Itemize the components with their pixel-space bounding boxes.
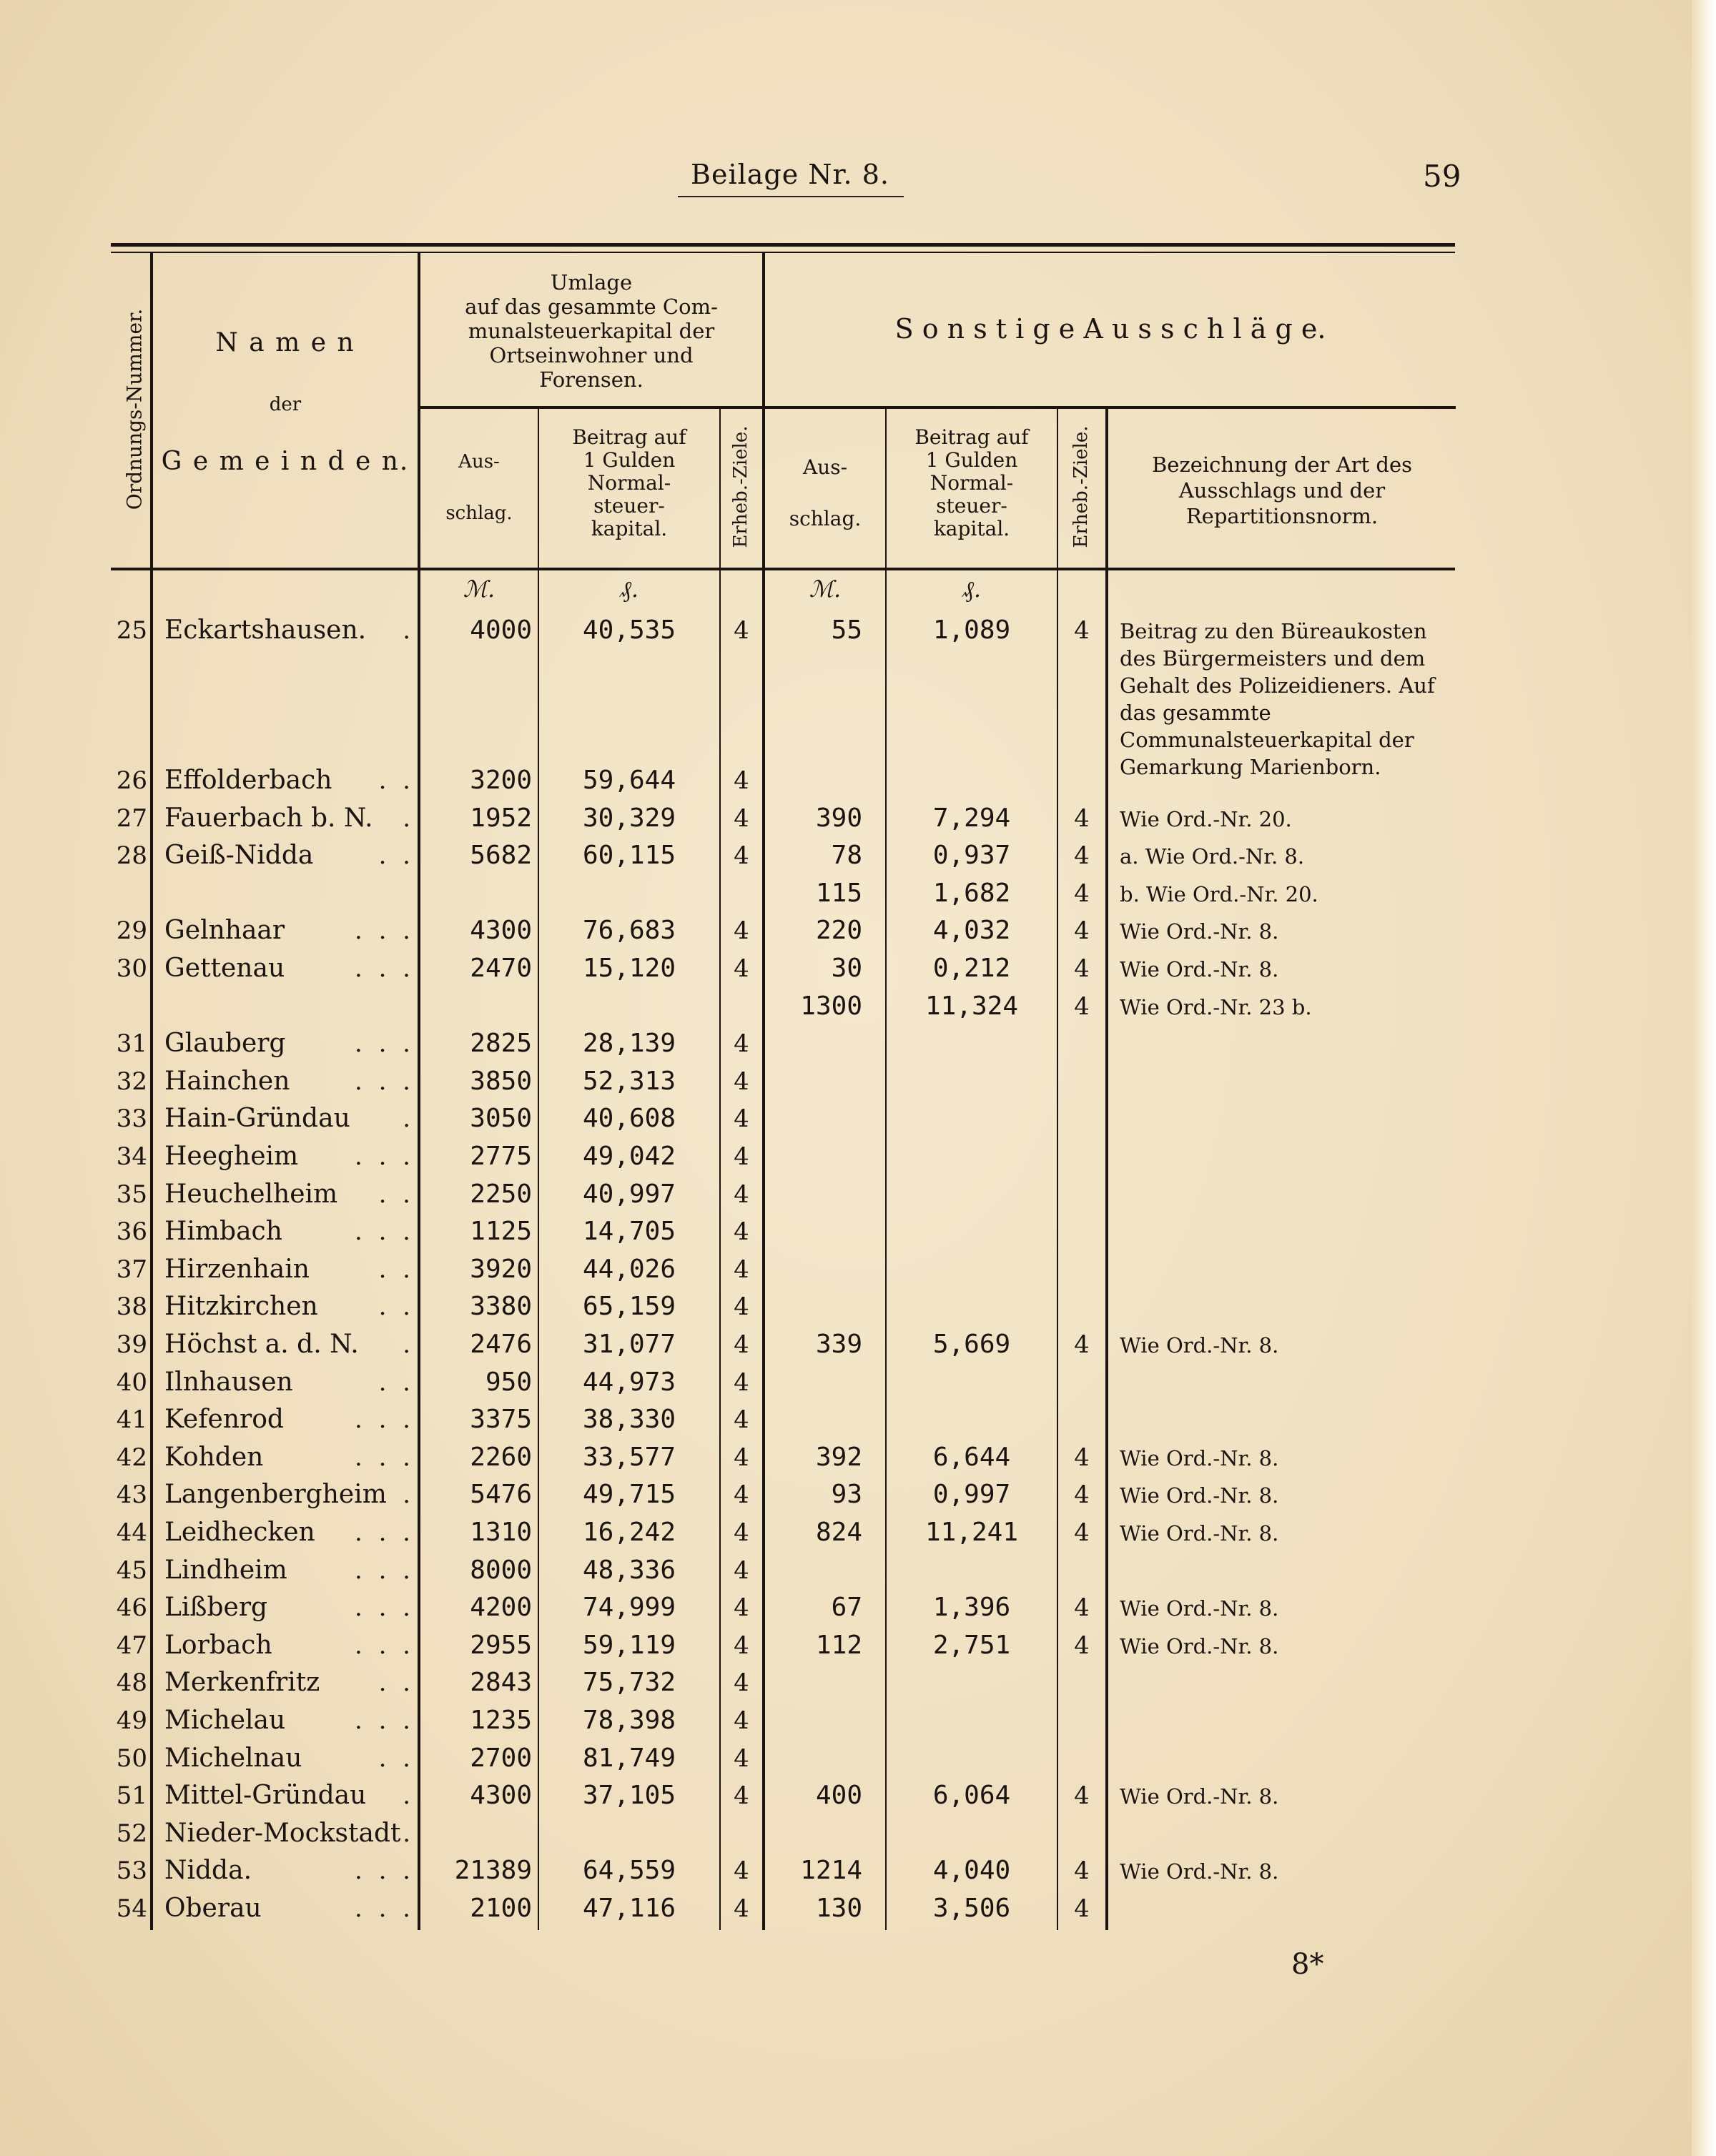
cell-name: Merkenfritz (164, 1668, 320, 1698)
cell-name: Effolderbach (164, 766, 332, 795)
cell-dots: . (403, 1104, 415, 1134)
cell-dots: . (403, 1819, 415, 1848)
cell-z1: 4 (734, 1556, 749, 1585)
cell-z2: 4 (1074, 1781, 1090, 1811)
ausschlag-header-2-line2: schlag. (789, 507, 862, 530)
cell-bei1: 31,077 (582, 1330, 676, 1359)
cell-dots: . . . (354, 1593, 415, 1623)
cell-z1: 4 (734, 1255, 749, 1284)
cell-z1: 4 (734, 1668, 749, 1698)
cell-z2: 4 (1074, 1330, 1090, 1359)
cell-name: Hainchen (164, 1066, 290, 1096)
umlage-header (420, 270, 762, 392)
cell-num: 49 (116, 1706, 147, 1735)
cell-aus2: 1300 (800, 991, 862, 1021)
cell-num: 54 (116, 1894, 147, 1923)
cell-z1: 4 (734, 1029, 749, 1059)
cell-bei1: 15,120 (582, 954, 676, 983)
beitrag-header-2-line4: steuer- (936, 494, 1007, 518)
ausschlag-header-1-line1: Aus- (458, 451, 500, 473)
cell-num: 47 (116, 1631, 147, 1660)
cell-num: 25 (116, 616, 147, 645)
cell-aus1: 1235 (470, 1706, 532, 1735)
cell-bei2: 0,937 (932, 841, 1011, 871)
cell-name: Nieder-Mockstadt (164, 1818, 401, 1848)
cell-aus2: 130 (815, 1894, 862, 1923)
cell-dots: . (403, 616, 415, 645)
page-edge (1692, 0, 1716, 2156)
cell-dots: . (403, 1330, 415, 1359)
cell-z1: 4 (734, 1142, 749, 1171)
erheb-ziele-header-2: Erheb.-Ziele. (1070, 425, 1092, 548)
cell-aus2: 392 (815, 1442, 862, 1472)
cell-aus1: 1952 (470, 803, 532, 833)
erheb-ziele-header-1: Erheb.-Ziele. (730, 425, 751, 548)
cell-bei1: 44,973 (582, 1367, 676, 1397)
cell-aus1: 2775 (470, 1142, 532, 1171)
cell-aus1: 21389 (454, 1856, 532, 1886)
umlage-header-line1: Umlage (550, 270, 633, 295)
cell-aus1: 3850 (470, 1066, 532, 1096)
cell-name: Himbach (164, 1217, 282, 1247)
cell-aus1: 4300 (470, 916, 532, 946)
cell-dots: . . (378, 1744, 415, 1773)
cell-aus2: 339 (815, 1330, 862, 1359)
cell-bez: b. Wie Ord.-Nr. 20. (1120, 881, 1318, 906)
cell-dots: . . . (354, 1029, 415, 1059)
cell-bez: a. Wie Ord.-Nr. 8. (1120, 844, 1305, 869)
cell-name: Kohden (164, 1442, 264, 1472)
ausschlag-header-2 (765, 455, 885, 532)
cell-dots: . . (378, 766, 415, 795)
cell-bei2: 1,396 (932, 1593, 1011, 1623)
cell-z2: 4 (1074, 1480, 1090, 1510)
cell-aus1: 3375 (470, 1405, 532, 1435)
cell-z1: 4 (734, 954, 749, 983)
cell-aus1: 5476 (470, 1480, 532, 1510)
cell-name: Heegheim (164, 1142, 299, 1171)
cell-bei1: 14,705 (582, 1217, 676, 1247)
cell-z1: 4 (734, 1443, 749, 1472)
cell-bez: Wie Ord.-Nr. 8. (1120, 1859, 1279, 1884)
beitrag-header-2-line3: Normal- (930, 471, 1014, 495)
top-rule-2 (111, 252, 1455, 253)
cell-aus1: 950 (485, 1367, 532, 1397)
cell-z1: 4 (734, 916, 749, 946)
cell-z1: 4 (734, 1405, 749, 1435)
cell-bei2: 6,064 (932, 1781, 1011, 1811)
cell-num: 35 (116, 1180, 147, 1209)
cell-num: 45 (116, 1556, 147, 1585)
bezeichnung-header-line3: Repartitionsnorm. (1185, 504, 1379, 528)
cell-name: Michelnau (164, 1743, 302, 1773)
cell-bei1: 52,313 (582, 1066, 676, 1096)
cell-z1: 4 (734, 1781, 749, 1811)
cell-bei1: 64,559 (582, 1856, 676, 1886)
cell-bei2: 11,241 (924, 1518, 1019, 1547)
cell-dots: . . (378, 1292, 415, 1322)
cell-z1: 4 (734, 1631, 749, 1660)
cell-name: Gelnhaar (164, 916, 285, 946)
cell-name: Lißberg (164, 1593, 268, 1623)
cell-dots: . . . (354, 1706, 415, 1735)
cell-z1: 4 (734, 1894, 749, 1923)
bezeichnung-header (1108, 452, 1456, 529)
cell-aus1: 2250 (470, 1179, 532, 1209)
cell-bei1: 28,139 (582, 1029, 676, 1059)
cell-bez: Wie Ord.-Nr. 20. (1120, 806, 1292, 831)
cell-z1: 4 (734, 1217, 749, 1247)
cell-name: Lorbach (164, 1630, 272, 1660)
cell-name: Leidhecken (164, 1518, 315, 1547)
cell-aus1: 2955 (470, 1630, 532, 1660)
cell-z1: 4 (734, 1518, 749, 1547)
cell-name: Langenbergheim (164, 1480, 387, 1510)
cell-num: 51 (116, 1781, 147, 1811)
beitrag-header-1-line5: kapital. (591, 517, 668, 540)
cell-dots: . (403, 803, 415, 833)
cell-name: Glauberg (164, 1029, 286, 1059)
page-number: 59 (1423, 159, 1461, 194)
cell-dots: . . . (354, 1405, 415, 1435)
unit-pfennig-1: ₰. (619, 575, 639, 603)
cell-dots: . . . (354, 1142, 415, 1171)
cell-bei1: 47,116 (582, 1894, 676, 1923)
cell-z1: 4 (734, 1856, 749, 1886)
cell-aus2: 30 (831, 954, 862, 983)
cell-z1: 4 (734, 1180, 749, 1209)
cell-aus1: 2260 (470, 1442, 532, 1472)
cell-name: Geiß-Nidda (164, 841, 314, 871)
unit-mark-1: ℳ. (463, 575, 495, 603)
cell-bei1: 44,026 (582, 1254, 676, 1284)
cell-dots: . . . (354, 1443, 415, 1472)
cell-dots: . (403, 1781, 415, 1811)
cell-bei1: 60,115 (582, 841, 676, 871)
cell-aus1: 8000 (470, 1555, 532, 1585)
cell-z1: 4 (734, 841, 749, 871)
cell-name: Heuchelheim (164, 1179, 338, 1209)
top-rule-1 (111, 243, 1455, 247)
ausschlag-header-2-line1: Aus- (802, 455, 848, 479)
cell-z2: 4 (1074, 616, 1090, 645)
cell-aus2: 1214 (800, 1856, 862, 1886)
cell-z2: 4 (1074, 841, 1090, 871)
cell-aus1: 3050 (470, 1104, 532, 1134)
cell-bez: Wie Ord.-Nr. 8. (1120, 1333, 1279, 1358)
bezeichnung-header-line1: Bezeichnung der Art des (1151, 453, 1412, 477)
cell-z2: 4 (1074, 1894, 1090, 1923)
cell-aus1: 4000 (470, 615, 532, 645)
cell-bei2: 1,089 (932, 615, 1011, 645)
cell-bei1: 33,577 (582, 1442, 676, 1472)
cell-bei1: 49,042 (582, 1142, 676, 1171)
cell-num: 43 (116, 1480, 147, 1510)
cell-name: Hain-Gründau (164, 1104, 350, 1134)
cell-num: 29 (116, 916, 147, 946)
cell-aus1: 2700 (470, 1743, 532, 1773)
cell-aus1: 1310 (470, 1518, 532, 1547)
cell-z1: 4 (734, 1480, 749, 1510)
cell-bei2: 11,324 (924, 991, 1019, 1021)
cell-bei1: 40,608 (582, 1104, 676, 1134)
cell-z1: 4 (734, 803, 749, 833)
page-title: Beilage Nr. 8. (691, 159, 889, 190)
cell-name: Michelau (164, 1706, 286, 1735)
beitrag-header-1-line2: 1 Gulden (583, 448, 676, 472)
cell-bez: Wie Ord.-Nr. 23 b. (1120, 994, 1312, 1019)
cell-num: 42 (116, 1443, 147, 1472)
cell-name: Hirzenhain (164, 1254, 310, 1284)
cell-bei2: 1,682 (932, 878, 1011, 908)
cell-name: Oberau (164, 1894, 262, 1923)
umlage-header-line3: munalsteuerkapital der (468, 319, 715, 343)
cell-dots: . . (378, 841, 415, 871)
cell-bei2: 3,506 (932, 1894, 1011, 1923)
cell-num: 38 (116, 1292, 147, 1322)
beitrag-header-1-line4: steuer- (593, 494, 665, 518)
cell-dots: . . (378, 1180, 415, 1209)
cell-aus1: 5682 (470, 841, 532, 871)
cell-bei1: 40,535 (582, 615, 676, 645)
cell-dots: . . . (354, 916, 415, 946)
cell-aus1: 2470 (470, 954, 532, 983)
cell-z1: 4 (734, 616, 749, 645)
cell-z2: 4 (1074, 1856, 1090, 1886)
cell-aus1: 2476 (470, 1330, 532, 1359)
cell-num: 50 (116, 1744, 147, 1773)
cell-num: 28 (116, 841, 147, 871)
cell-bei2: 4,032 (932, 916, 1011, 946)
cell-name: Eckartshausen. (164, 615, 367, 645)
cell-bei1: 78,398 (582, 1706, 676, 1735)
cell-bei1: 30,329 (582, 803, 676, 833)
cell-num: 27 (116, 803, 147, 833)
cell-dots: . (403, 1480, 415, 1510)
cell-bei2: 4,040 (932, 1856, 1011, 1886)
umlage-header-line5: Forensen. (539, 367, 644, 392)
cell-bei1: 75,732 (582, 1668, 676, 1698)
cell-bez: Wie Ord.-Nr. 8. (1120, 957, 1279, 981)
cell-aus2: 400 (815, 1781, 862, 1811)
cell-dots: . . . (354, 1894, 415, 1923)
cell-num: 34 (116, 1142, 147, 1171)
cell-dots: . . . (354, 1067, 415, 1096)
beitrag-header-1 (539, 426, 719, 540)
cell-bei1: 16,242 (582, 1518, 676, 1547)
cell-aus2: 115 (815, 878, 862, 908)
cell-name: Kefenrod (164, 1405, 284, 1435)
cell-bez: Wie Ord.-Nr. 8. (1120, 1445, 1279, 1470)
cell-z2: 4 (1074, 954, 1090, 983)
cell-aus2: 220 (815, 916, 862, 946)
cell-aus2: 390 (815, 803, 862, 833)
cell-dots: . . . (354, 1217, 415, 1247)
cell-bei1: 38,330 (582, 1405, 676, 1435)
cell-dots: . . (378, 1368, 415, 1397)
cell-aus1: 3200 (470, 766, 532, 795)
cell-dots: . . . (354, 1856, 415, 1886)
beitrag-header-2 (887, 426, 1057, 540)
cell-z1: 4 (734, 1744, 749, 1773)
cell-bei2: 6,644 (932, 1442, 1011, 1472)
cell-dots: . . . (354, 1556, 415, 1585)
cell-bez: Wie Ord.-Nr. 8. (1120, 919, 1279, 944)
cell-name: Fauerbach b. N. (164, 803, 373, 833)
title-underline (678, 196, 904, 197)
cell-name: Gettenau (164, 954, 285, 983)
beitrag-header-2-line5: kapital. (933, 517, 1010, 540)
cell-bei1: 40,997 (582, 1179, 676, 1209)
beitrag-header-1-line1: Beitrag auf (572, 425, 686, 449)
beitrag-header-2-line1: Beitrag auf (914, 425, 1029, 449)
cell-num: 31 (116, 1029, 147, 1059)
cell-num: 39 (116, 1330, 147, 1359)
cell-bei1: 49,715 (582, 1480, 676, 1510)
cell-num: 48 (116, 1668, 147, 1698)
cell-bei1: 81,749 (582, 1743, 676, 1773)
cell-z2: 4 (1074, 1593, 1090, 1623)
cell-name: Nidda. (164, 1856, 252, 1886)
cell-z1: 4 (734, 766, 749, 795)
cell-aus1: 4200 (470, 1593, 532, 1623)
cell-z1: 4 (734, 1104, 749, 1134)
cell-z2: 4 (1074, 879, 1090, 908)
cell-aus1: 2825 (470, 1029, 532, 1059)
cell-bei2: 0,212 (932, 954, 1011, 983)
cell-name: Ilnhausen (164, 1367, 293, 1397)
cell-bez: Beitrag zu den Büreaukosten des Bürgermeisters und dem Gehalt des Polizeidieners. Auf das gesammte Communalsteuerkapital der Gemarkung Marienborn. (1120, 619, 1435, 779)
cell-bez: Wie Ord.-Nr. 8. (1120, 1521, 1279, 1546)
cell-name: Mittel-Gründau (164, 1781, 367, 1811)
beitrag-header-2-line2: 1 Gulden (925, 448, 1018, 472)
cell-z2: 4 (1074, 1443, 1090, 1472)
cell-num: 52 (116, 1819, 147, 1848)
cell-bei1: 48,336 (582, 1555, 676, 1585)
signature-mark: 8* (1291, 1948, 1324, 1981)
cell-num: 40 (116, 1368, 147, 1397)
cell-bez: Wie Ord.-Nr. 8. (1120, 1633, 1279, 1658)
namen-header-line3: G e m e i n d e n. (161, 447, 410, 476)
cell-aus2: 824 (815, 1518, 862, 1547)
cell-aus1: 2843 (470, 1668, 532, 1698)
cell-num: 41 (116, 1405, 147, 1435)
ausschlag-header-1 (420, 449, 538, 526)
cell-bei1: 59,644 (582, 766, 676, 795)
unit-pfennig-2: ₰. (962, 575, 982, 603)
cell-num: 53 (116, 1856, 147, 1886)
cell-z1: 4 (734, 1368, 749, 1397)
cell-num: 36 (116, 1217, 147, 1247)
cell-num: 30 (116, 954, 147, 983)
unit-mark-2: ℳ. (809, 575, 842, 603)
cell-aus2: 93 (831, 1480, 862, 1510)
cell-bei1: 59,119 (582, 1630, 676, 1660)
cell-z1: 4 (734, 1292, 749, 1322)
cell-z1: 4 (734, 1593, 749, 1623)
cell-z2: 4 (1074, 803, 1090, 833)
ordnungs-nummer-header: Ordnungs-Nummer. (122, 308, 147, 510)
cell-num: 37 (116, 1255, 147, 1284)
cell-bez: Wie Ord.-Nr. 8. (1120, 1784, 1279, 1809)
bezeichnung-header-line2: Ausschlags und der (1178, 478, 1386, 503)
cell-bei2: 2,751 (932, 1630, 1011, 1660)
umlage-header-line2: auf das gesammte Com- (465, 295, 718, 319)
cell-bei2: 5,669 (932, 1330, 1011, 1359)
cell-dots: . . (378, 1255, 415, 1284)
cell-bei1: 65,159 (582, 1292, 676, 1322)
umlage-header-line4: Ortseinwohner und (489, 343, 694, 367)
cell-dots: . . (378, 1668, 415, 1698)
cell-bei1: 74,999 (582, 1593, 676, 1623)
cell-z2: 4 (1074, 992, 1090, 1021)
cell-bei1: 37,105 (582, 1781, 676, 1811)
cell-bei1: 76,683 (582, 916, 676, 946)
cell-name: Hitzkirchen (164, 1292, 318, 1322)
cell-num: 44 (116, 1518, 147, 1547)
cell-num: 32 (116, 1067, 147, 1096)
ausschlag-header-1-line2: schlag. (445, 503, 513, 524)
cell-aus1: 2100 (470, 1894, 532, 1923)
cell-dots: . . . (354, 1518, 415, 1547)
cell-z2: 4 (1074, 1518, 1090, 1547)
cell-aus2: 112 (815, 1630, 862, 1660)
cell-z1: 4 (734, 1067, 749, 1096)
cell-name: Lindheim (164, 1555, 287, 1585)
cell-z1: 4 (734, 1330, 749, 1359)
beitrag-header-1-line3: Normal- (587, 471, 671, 495)
cell-bez: Wie Ord.-Nr. 8. (1120, 1483, 1279, 1508)
cell-num: 46 (116, 1593, 147, 1623)
cell-aus2: 67 (831, 1593, 862, 1623)
cell-bei2: 7,294 (932, 803, 1011, 833)
cell-aus1: 3920 (470, 1254, 532, 1284)
cell-z2: 4 (1074, 1631, 1090, 1660)
cell-dots: . . . (354, 1631, 415, 1660)
cell-z1: 4 (734, 1706, 749, 1735)
cell-aus2: 55 (831, 615, 862, 645)
cell-z2: 4 (1074, 916, 1090, 946)
sonstige-header: S o n s t i g e A u s s c h l ä g e. (894, 313, 1326, 345)
namen-header-line1: N a m e n (215, 328, 355, 357)
cell-name: Höchst a. d. N. (164, 1330, 359, 1359)
cell-dots: . . . (354, 954, 415, 983)
cell-aus1: 1125 (470, 1217, 532, 1247)
namen-header-line2: der (269, 394, 302, 415)
cell-bez: Wie Ord.-Nr. 8. (1120, 1596, 1279, 1621)
cell-aus2: 78 (831, 841, 862, 871)
cell-bei2: 0,997 (932, 1480, 1011, 1510)
cell-aus1: 3380 (470, 1292, 532, 1322)
cell-aus1: 4300 (470, 1781, 532, 1811)
cell-num: 26 (116, 766, 147, 795)
cell-num: 33 (116, 1104, 147, 1134)
